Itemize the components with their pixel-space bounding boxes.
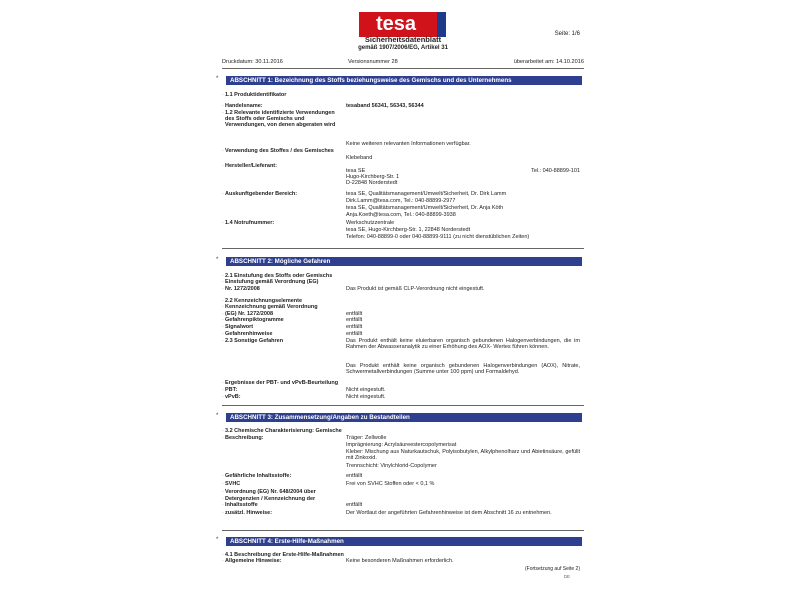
logo-blue-band	[437, 12, 446, 37]
change-marker: *	[216, 413, 219, 419]
page-number: Seite: 1/6	[554, 31, 580, 37]
divider	[222, 530, 584, 531]
divider	[222, 68, 584, 69]
doc-title: Sicherheitsdatenblatt	[364, 35, 442, 44]
language-code: DE	[563, 574, 570, 579]
section-1-header: ABSCHNITT 1: Bezeichnung des Stoffs beziehungsweise des Gemischs und des Unternehmens	[226, 76, 582, 85]
print-date: Druckdatum: 30.11.2016	[222, 59, 283, 65]
continuation-note: (Fortsetzung auf Seite 2)	[524, 566, 580, 572]
change-marker: *	[216, 76, 219, 82]
sds-page: tesa Seite: 1/6 Sicherheitsdatenblatt gemäß 1907/2006/EG, Artikel 31 Druckdatum: 30.11.2016 Versionsnummer 28 überarbeitet am: 14.10.2016 * ABSCHNITT 1: Bezeichnung des Stoffs beziehungsweise des Gemischs und des Unternehmens · 1.1 Produktidentifikator · Handelsname: tesaband 56341, 56343, 56344 · 1.2 Relevante identifizierte Verwendungen des Stoffs oder Gemischs und Verwendungen, von denen abgeraten wird Keine weiteren relevanten Informationen verfügbar. · Verwendung des Stoffes / des Gemisches Klebeband · Hersteller/Lieferant: tesa SE Tel.: 040-88899-101 Hugo-Kirchberg-Str. 1 D-22848 Norderstedt · Auskunftgebender Bereich: tesa SE, Qualitätsmanagement/Umwelt/Sicherheit, Dr. Dirk Lamm Dirk.Lamm@tesa.com, Tel.: 040-88899-2977 tesa SE, Qualitätsmanagement/Umwelt/Sicherheit, Dr. Anja Köth Anja.Koeth@tesa.com, Tel.: 040-88899-3938 · 1.4 Notrufnummer: Werkschutzzentrale tesa SE, Hugo-Kirchberg-Str. 1, 22848 Norderstedt Telefon: 040-88899-0 oder 040-88899-9111 (zu nicht dienstüblichen Zeiten) * ABSCHNITT 2: Mögliche Gefahren · 2.1 Einstufung des Stoffs oder Gemischs · Einstufung gemäß Verordnung (EG) · Nr. 1272/2008 Das Produkt ist gemäß CLP-Verordnung nicht eingestuft. · 2.2 Kennzeichnungselemente · Kennzeichnung gemäß Verordnung · (EG) Nr. 1272/2008 entfällt · Gefahrenpiktogramme entfällt · Signalwort entfällt · Gefahrenhinweise entfällt · 2.3 Sonstige Gefahren Das Produkt enthält keine eluierbaren organisch gebundenen Halogenverbindungen, die im Rahmen der Abwasseranalytik zu einer Erhöhung des AOX- Wertes führen können. Das Produkt enthält keine organisch gebundenen Halogenverbindungen (AOX), Nitrate, Schwermetallverbindungen (Summe unter 100 ppm) und Formaldehyd. · Ergebnisse der PBT- und vPvB-Beurteilung · PBT: Nicht eingestuft. · vPvB: Nicht eingestuft. * ABSCHNITT 3: Zusammensetzung/Angaben zu Bestandteilen · 3.2 Chemische Charakterisierung: Gemische · Beschreibung: Träger: Zellwolle Imprägnierung: Acrylsäureestercopolymerisat Kleber: Mischung aus Naturkautschuk, Polyisobutylen, Alkylphenolharz und Abietinsäure, gefüllt mit Zinkoxid. Trennschicht: Vinylchlorid-Copolymer · Gefährliche Inhaltsstoffe: entfällt · SVHC Frei von SVHC Stoffen oder < 0,1 % · Verordnung (EG) Nr. 648/2004 über · Detergenzien / Kennzeichnung der · Inhaltsstoffe entfällt · zusätzl. Hinweise: Der Wortlaut der angeführten Gefahrenhinweise ist dem Abschnitt 16 zu entnehmen. * ABSCHNITT 4: Erste-Hilfe-Maßnahmen · 4.1 Beschreibung der Erste-Hilfe-Maßnahmen · Allgemeine Hinweise: Keine besonderen Maßnahmen erforderlich. (Fortsetzung auf Seite 2) DE	[222, 8, 584, 590]
tesa-logo	[359, 12, 446, 37]
change-marker: *	[216, 537, 219, 543]
change-marker: *	[216, 257, 219, 263]
divider	[222, 405, 584, 406]
version-number: Versionsnummer 28	[348, 59, 398, 65]
revised-date: überarbeitet am: 14.10.2016	[513, 59, 584, 65]
divider	[222, 248, 584, 249]
section-4-header: ABSCHNITT 4: Erste-Hilfe-Maßnahmen	[226, 537, 582, 546]
logo-text: tesa	[375, 13, 417, 35]
section-3-header: ABSCHNITT 3: Zusammensetzung/Angaben zu Bestandteilen	[226, 413, 582, 422]
doc-subtitle: gemäß 1907/2006/EG, Artikel 31	[358, 45, 448, 51]
section-2-header: ABSCHNITT 2: Mögliche Gefahren	[226, 257, 582, 266]
